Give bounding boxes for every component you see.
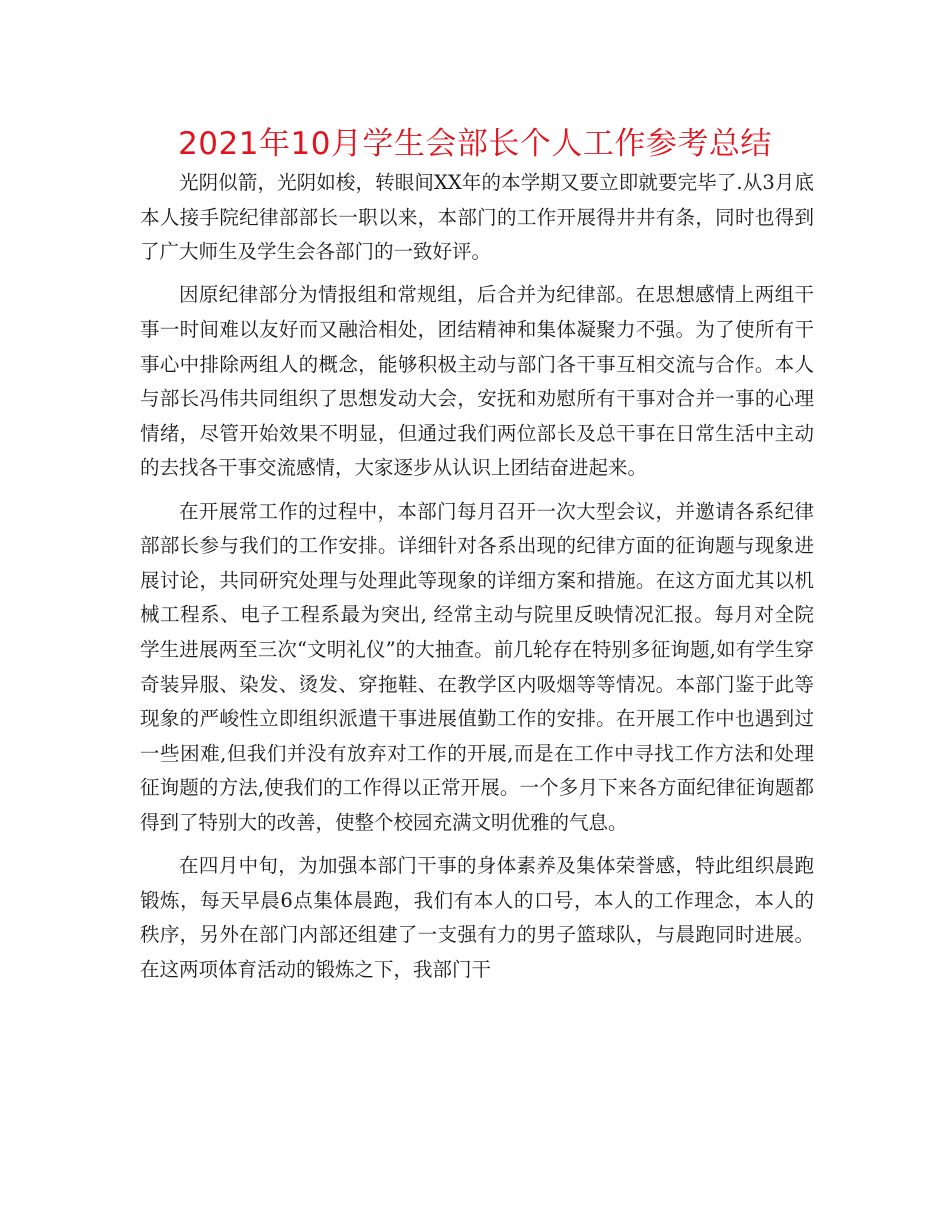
paragraph-4: 在四月中旬，为加强本部门干事的身体素养及集体荣誉感，特此组织晨跑锻炼，每天早晨6点集体晨跑，我们有本人的口号，本人的工作理念，本人的秩序，另外在部门内部还组建了一支强有力的男子篮球队，与晨跑同时进展。在这两项体育活动的锻炼之下，我部门干 [140, 854, 814, 981]
paragraph-1: 光阴似箭，光阴如梭，转眼间XX年的本学期又要立即就要完毕了.从3月底本人接手院纪律部部长一职以来，本部门的工作开展得井井有条，同时也得到了广大师生及学生会各部门的一致好评。 [140, 171, 814, 264]
paragraph-3: 在开展常工作的过程中，本部门每月召开一次大型会议，并邀请各系纪律部部长参与我们的工作安排。详细针对各系出现的纪律方面的征询题与现象进展讨论，共同研究处理与处理此等现象的详细方案和措施。在这方面尤其以机械工程系、电子工程系最为突出, 经常主动与院里反映情况汇报。每月对全院学生进展两至三次“文明礼仪”的大抽查。前几轮存在特别多征询题,如有学生穿奇装异服、染发、烫发、穿拖鞋、在教学区内吸烟等等情况。本部门鉴于此等现象的严峻性立即组织派遣干事进展值勤工作的安排。在开展工作中也遇到过一些困难,但我们并没有放弃对工作的开展,而是在工作中寻找工作方法和处理征询题的方法,使我们的工作得以正常开展。一个多月下来各方面纪律征询题都得到了特别大的改善，使整个校园充满文明优雅的气息。 [140, 499, 814, 834]
document-title: 2021年10月学生会部长个人工作参考总结 [178, 126, 772, 162]
document-body [140, 166, 814, 996]
paragraph-2: 因原纪律部分为情报组和常规组，后合并为纪律部。在思想感情上两组干事一时间难以友好而又融洽相处，团结精神和集体凝聚力不强。为了使所有干事心中排除两组人的概念，能够积极主动与部门各干事互相交流与合作。本人与部长冯伟共同组织了思想发动大会，安抚和劝慰所有干事对合并一事的心理情绪，尽管开始效果不明显，但通过我们两位部长及总干事在日常生活中主动的去找各干事交流感情，大家逐步从认识上团结奋进起来。 [140, 283, 814, 480]
